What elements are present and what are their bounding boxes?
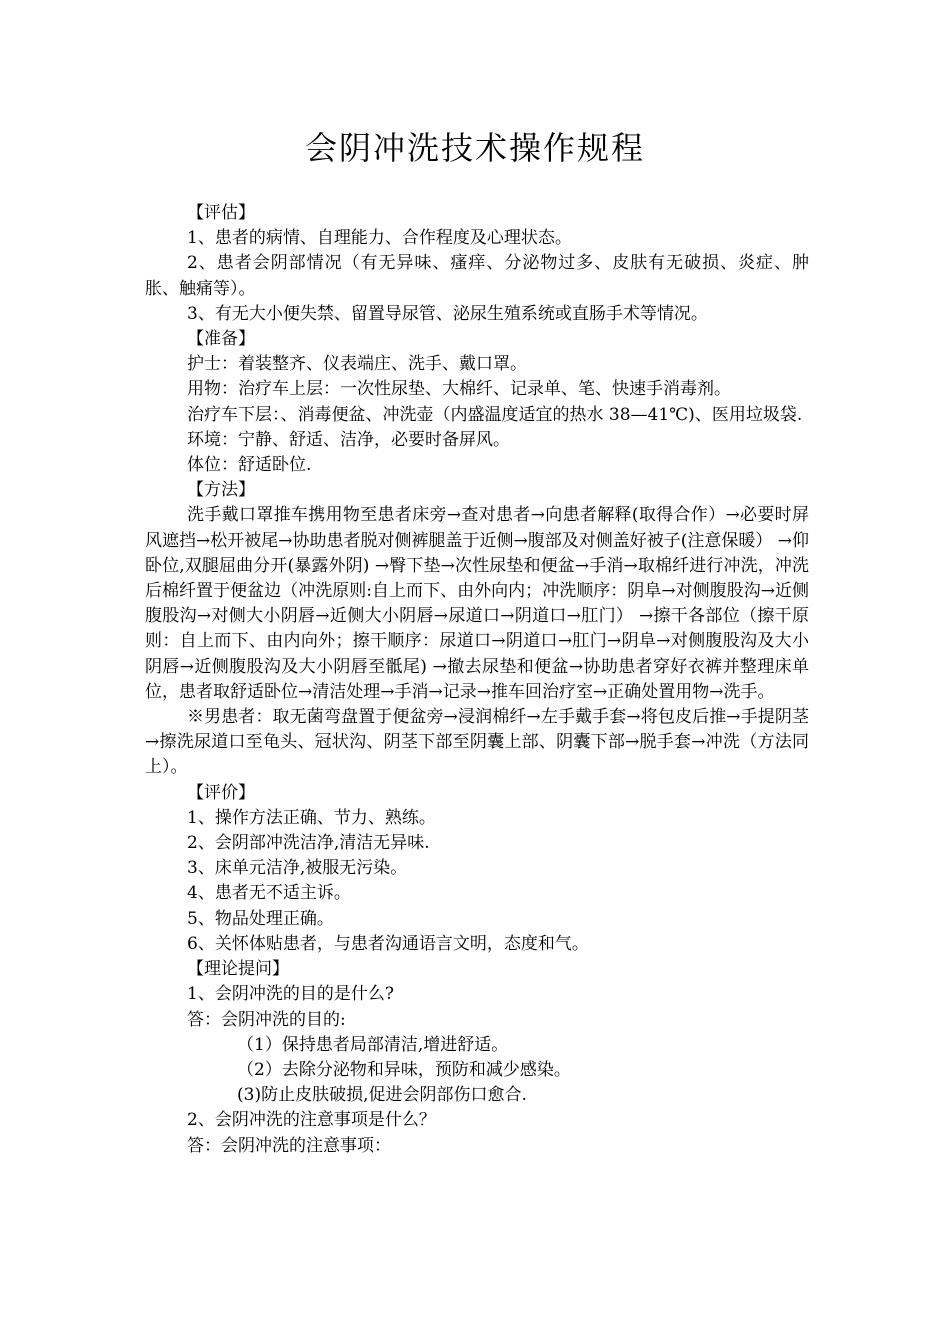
paragraph: 答：会阴冲洗的目的: — [187, 1009, 346, 1030]
answer-item: （2）去除分泌物和异味，预防和减少感染。 — [237, 1059, 571, 1080]
section-heading-assessment: 【评估】 — [187, 203, 255, 223]
answer-item: (3)防止皮肤破损,促进会阴部伤口愈合. — [237, 1085, 527, 1106]
paragraph: 4、患者无不适主诉。 — [187, 883, 351, 904]
paragraph: 2、会阴冲洗的注意事项是什么？ — [187, 1110, 436, 1131]
section-heading-theory-questions: 【理论提问】 — [187, 959, 289, 980]
paragraph: 1、操作方法正确、节力、熟练。 — [187, 807, 436, 828]
paragraph: 环境：宁静、舒适、洁净，必要时备屏风。 — [187, 429, 510, 450]
paragraph: 答：会阴冲洗的注意事项： — [187, 1135, 391, 1156]
paragraph: ※男患者：取无菌弯盘置于便盆旁→浸润棉纤→左手戴手套→将包皮后推→手提阴茎→擦洗尿道口至龟头、冠状沟、阴茎下部至阴囊上部、阴囊下部→脱手套→冲洗（方法同上）。 — [145, 707, 809, 778]
paragraph: 3、有无大小便失禁、留置导尿管、泌尿生殖系统或直肠手术等情况。 — [187, 303, 708, 324]
paragraph: 护士：着装整齐、仪表端庄、洗手、戴口罩。 — [187, 354, 527, 375]
paragraph: 3、床单元洁净,被服无污染。 — [187, 858, 408, 879]
paragraph: 2、患者会阴部情况（有无异味、瘙痒、分泌物过多、皮肤有无破损、炎症、肿胀、触痛等）。 — [145, 253, 809, 299]
document-body — [145, 201, 809, 1159]
section-heading-preparation: 【准备】 — [187, 329, 255, 350]
paragraph: 1、会阴冲洗的目的是什么? — [187, 984, 394, 1005]
paragraph: 体位：舒适卧位. — [187, 455, 312, 476]
section-heading-evaluation: 【评价】 — [187, 782, 255, 803]
paragraph: 1、患者的病情、自理能力、合作程度及心理状态。 — [187, 228, 572, 249]
answer-item: （1）保持患者局部清洁,增进舒适。 — [237, 1034, 509, 1055]
paragraph: 5、物品处理正确。 — [187, 908, 334, 929]
paragraph: 2、会阴部冲洗洁净,清洁无异味. — [187, 833, 430, 854]
paragraph: 6、关怀体贴患者，与患者沟通语言文明，态度和气。 — [187, 933, 589, 954]
document-title: 会阴冲洗技术操作规程 — [304, 129, 645, 167]
paragraph: 治疗车下层：、消毒便盆、冲洗壶（内盛温度适宜的热水 38—41℃)、医用垃圾袋. — [187, 404, 803, 425]
paragraph: 洗手戴口罩推车携用物至患者床旁→查对患者→向患者解释(取得合作）→必要时屏风遮挡→松开被尾→协助患者脱对侧裤腿盖于近侧→腹部及对侧盖好被子(注意保暖） →仰卧位,双腿屈曲分开(暴露外阴) →臀下垫→次性尿垫和便盆→手消→取棉纤进行冲洗，冲洗后棉纤置于便盆边（冲洗原则:自上而下、由外向内；冲洗顺序：阴阜→对侧腹股沟→近侧腹股沟→对侧大小阴唇→近侧大小阴唇→尿道口→阴道口→肛门） →擦干各部位（擦干原则：自上而下、由内向外；擦干顺序：尿道口→阴道口→肛门→阴阜→对侧腹股沟及大小阴唇→近侧腹股沟及大小阴唇至骶尾) →撤去尿垫和便盆→协助患者穿好衣裤并整理床单位，患者取舒适卧位→清洁处理→手消→记录→推车回治疗室→正确处置用物→洗手。 — [145, 505, 810, 702]
section-heading-method: 【方法】 — [187, 480, 255, 501]
paragraph: 用物：治疗车上层：一次性尿垫、大棉纤、记录单、笔、快速手消毒剂。 — [187, 379, 731, 400]
